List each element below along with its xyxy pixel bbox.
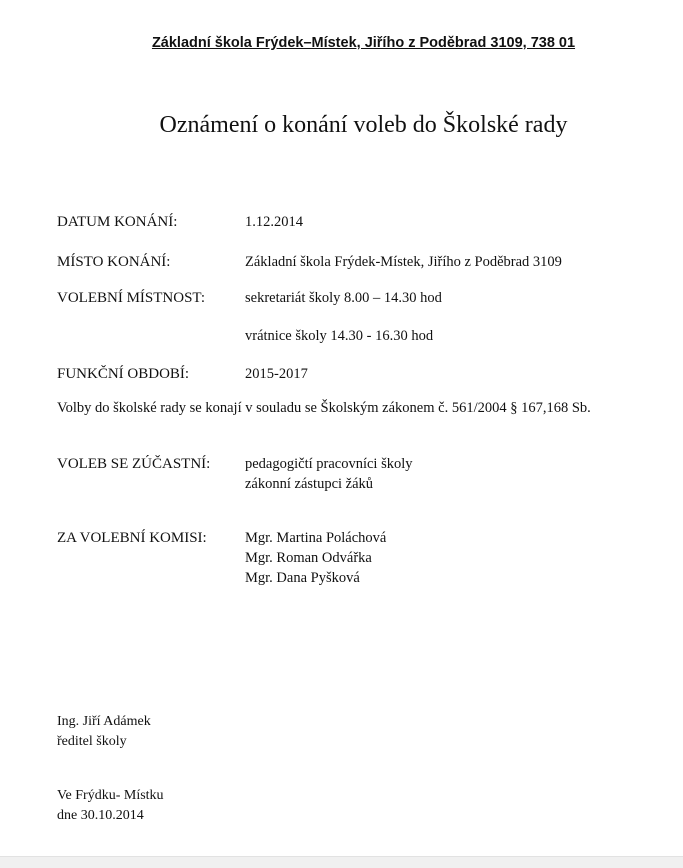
room-label: VOLEBNÍ MÍSTNOST: [57, 290, 206, 306]
term-value: 2015-2017 [245, 366, 308, 382]
date-text: dne 30.10.2014 [57, 808, 144, 823]
school-header [0, 35, 683, 51]
term-label: FUNKČNÍ OBDOBÍ: [57, 366, 190, 382]
participant-item: zákonní zástupci žáků [245, 476, 374, 492]
place-value: Základní škola Frýdek-Místek, Jiřího z Poděbrad 3109 [245, 254, 562, 270]
commission-member: Mgr. Dana Pyšková [245, 570, 360, 586]
participants-list [245, 454, 413, 494]
participants-label: VOLEB SE ZÚČASTNÍ: [57, 456, 211, 472]
room-value-2: vrátnice školy 14.30 - 16.30 hod [245, 328, 434, 344]
document-title [0, 112, 683, 139]
document-title-text: Oznámení o konání voleb do Školské rady [159, 112, 568, 138]
signature-block [57, 712, 151, 752]
commission-member: Mgr. Roman Odvářka [245, 550, 372, 566]
place-text: Ve Frýdku- Místku [57, 788, 164, 803]
date-value: 1.12.2014 [245, 214, 303, 230]
signature-name: Ing. Jiří Adámek [57, 714, 151, 729]
room-value-1: sekretariát školy 8.00 – 14.30 hod [245, 290, 442, 306]
school-header-text: Základní škola Frýdek–Místek, Jiřího z Poděbrad 3109, 738 01 [151, 35, 576, 51]
commission-label: ZA VOLEBNÍ KOMISI: [57, 530, 207, 546]
page-bottom-edge [0, 856, 683, 868]
date-label: DATUM KONÁNÍ: [57, 214, 178, 230]
commission-member: Mgr. Martina Poláchová [245, 530, 387, 546]
participant-item: pedagogičtí pracovníci školy [245, 456, 413, 472]
commission-list [245, 528, 386, 588]
signature-role: ředitel školy [57, 734, 127, 749]
place-label: MÍSTO KONÁNÍ: [57, 254, 171, 270]
legal-note: Volby do školské rady se konají v souladu se Školským zákonem č. 561/2004 § 167,168 Sb. [57, 400, 591, 416]
place-date-block [57, 786, 164, 826]
